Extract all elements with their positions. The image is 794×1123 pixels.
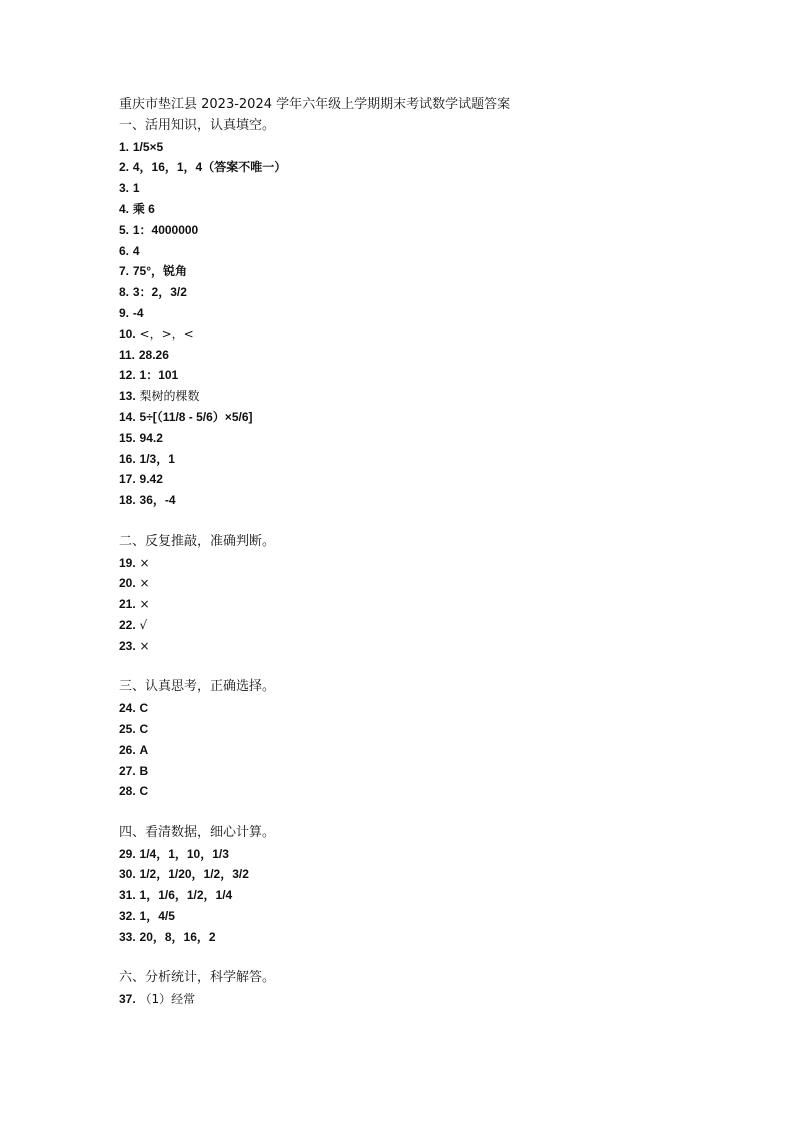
- item-answer: （1）经常: [139, 992, 196, 1007]
- item-number: 18.: [119, 493, 136, 508]
- answer-item: [119, 345, 759, 366]
- answer-item: [119, 469, 759, 490]
- item-number: 37.: [119, 992, 136, 1007]
- item-number: 33.: [119, 929, 136, 944]
- item-answer: 9.42: [139, 472, 163, 487]
- item-answer: 5÷[（11/8 - 5/6）×5/6]: [139, 409, 253, 424]
- answer-item: [119, 615, 759, 636]
- item-number: 28.: [119, 784, 136, 799]
- item-answer: 1/5×5: [132, 139, 164, 154]
- item-answer: 1/2，1/20，1/2，3/2: [139, 867, 249, 882]
- item-answer: 28.26: [138, 347, 169, 362]
- item-answer: ×: [139, 638, 150, 653]
- answer-item: [119, 386, 759, 407]
- item-number: 30.: [119, 867, 136, 882]
- answer-item: [119, 844, 759, 865]
- item-number: 4.: [119, 201, 130, 216]
- answer-item: [119, 199, 759, 220]
- answer-item: [119, 906, 759, 927]
- item-answer: C: [139, 701, 149, 716]
- item-answer: <，>，<: [139, 326, 194, 341]
- item-number: 9.: [119, 305, 130, 320]
- item-answer: B: [139, 763, 149, 778]
- item-number: 21.: [119, 597, 136, 612]
- item-answer: 75°，锐角: [132, 264, 187, 279]
- item-answer: ×: [139, 576, 150, 591]
- item-number: 22.: [119, 617, 136, 632]
- item-number: 19.: [119, 555, 136, 570]
- answer-item: [119, 241, 759, 262]
- item-number: 15.: [119, 430, 136, 445]
- item-number: 32.: [119, 909, 136, 924]
- item-answer: 1/4，1，10，1/3: [139, 846, 229, 861]
- item-number: 25.: [119, 721, 136, 736]
- item-number: 10.: [119, 326, 136, 341]
- item-number: 12.: [119, 368, 136, 383]
- answer-item: [119, 220, 759, 241]
- answer-item: [119, 428, 759, 449]
- answer-item: [119, 178, 759, 199]
- item-number: 13.: [119, 389, 136, 404]
- answer-item: [119, 864, 759, 885]
- item-answer: 乘 6: [132, 201, 155, 216]
- item-number: 8.: [119, 285, 130, 300]
- item-number: 29.: [119, 846, 136, 861]
- document-title: 重庆市垫江县 2023-2024 学年六年级上学期期末考试数学试题答案: [119, 97, 511, 112]
- item-answer: √: [139, 617, 148, 632]
- item-answer: C: [139, 784, 149, 799]
- item-answer: ×: [139, 555, 150, 570]
- item-number: 27.: [119, 763, 136, 778]
- answer-item: [119, 303, 759, 324]
- item-answer: -4: [132, 305, 144, 320]
- item-answer: 36，-4: [139, 493, 176, 508]
- answer-item: [119, 573, 759, 594]
- item-answer: 1：101: [139, 368, 179, 383]
- item-number: 16.: [119, 451, 136, 466]
- item-answer: 1，4/5: [139, 909, 175, 924]
- answer-item: [119, 261, 759, 282]
- item-answer: 3：2，3/2: [132, 285, 187, 300]
- item-number: 23.: [119, 638, 136, 653]
- item-number: 2.: [119, 160, 130, 175]
- answer-item: [119, 407, 759, 428]
- item-answer: 1，1/6，1/2，1/4: [139, 888, 233, 903]
- answer-item: [119, 885, 759, 906]
- item-number: 11.: [119, 347, 136, 362]
- answer-item: [119, 553, 759, 574]
- item-answer: 梨树的棵数: [139, 389, 200, 404]
- section-heading: 四、看清数据，细心计算。: [119, 824, 276, 840]
- answer-item: [119, 761, 759, 782]
- answer-item: [119, 365, 759, 386]
- item-answer: C: [139, 721, 149, 736]
- answer-item: [119, 594, 759, 615]
- item-number: 3.: [119, 181, 130, 196]
- section-heading: 二、反复推敲，准确判断。: [119, 533, 276, 549]
- answer-item: [119, 324, 759, 345]
- item-answer: 1/3，1: [139, 451, 175, 466]
- item-answer: 1：4000000: [132, 222, 199, 237]
- item-number: 17.: [119, 472, 136, 487]
- item-answer: A: [139, 742, 149, 757]
- item-number: 14.: [119, 409, 136, 424]
- section-heading: 一、活用知识，认真填空。: [119, 117, 276, 133]
- item-number: 24.: [119, 701, 136, 716]
- item-answer: 94.2: [139, 430, 163, 445]
- section-spacer: [119, 657, 759, 678]
- item-number: 31.: [119, 888, 136, 903]
- section-heading: 六、分析统计，科学解答。: [119, 970, 276, 986]
- section-spacer: [119, 948, 759, 969]
- item-number: 26.: [119, 742, 136, 757]
- item-answer: ×: [139, 597, 150, 612]
- item-answer: 1: [132, 181, 140, 196]
- item-number: 6.: [119, 243, 130, 258]
- item-number: 20.: [119, 576, 136, 591]
- answer-item: [119, 282, 759, 303]
- item-answer: 4，16，1，4（答案不唯一）: [132, 160, 287, 175]
- item-answer: 4: [132, 243, 140, 258]
- item-number: 7.: [119, 264, 130, 279]
- item-answer: 20，8，16，2: [139, 929, 216, 944]
- item-number: 1.: [119, 139, 130, 154]
- answer-sheet: [119, 95, 759, 1010]
- answer-item: [119, 989, 759, 1010]
- item-number: 5.: [119, 222, 130, 237]
- answer-item: [119, 636, 759, 657]
- answer-item: [119, 740, 759, 761]
- answer-item: [119, 698, 759, 719]
- answer-item: [119, 927, 759, 948]
- answer-item: [119, 490, 759, 511]
- answer-item: [119, 157, 759, 178]
- answer-item: [119, 719, 759, 740]
- section-spacer: [119, 802, 759, 823]
- answer-item: [119, 137, 759, 158]
- section-spacer: [119, 511, 759, 532]
- answer-item: [119, 449, 759, 470]
- answer-item: [119, 781, 759, 802]
- section-heading: 三、认真思考，正确选择。: [119, 679, 276, 695]
